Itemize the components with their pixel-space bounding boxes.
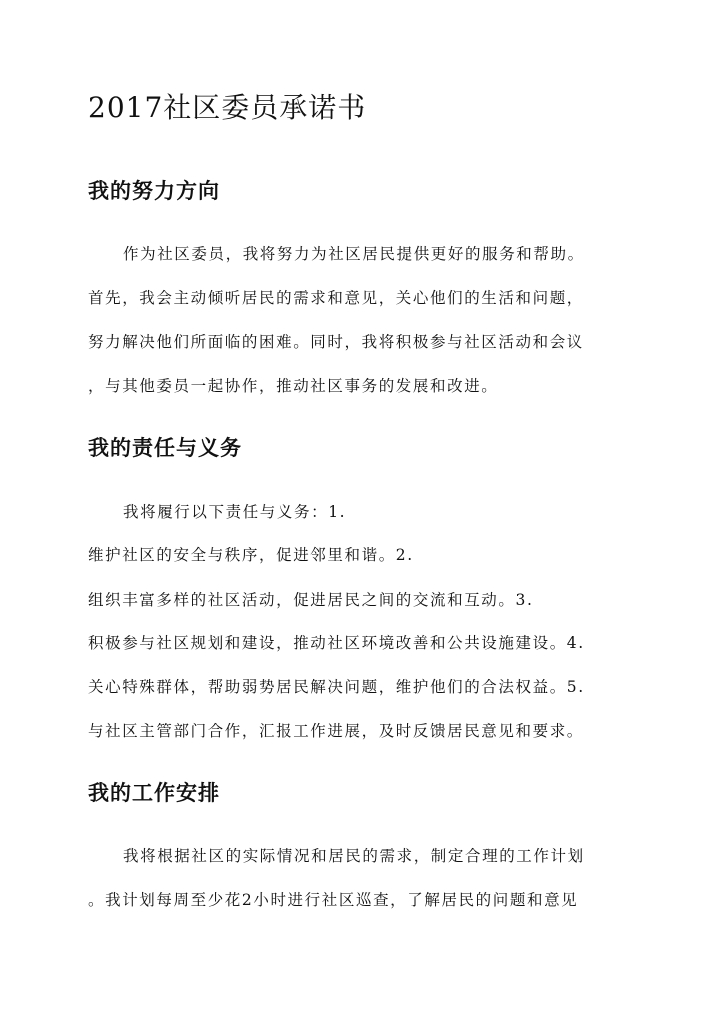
paragraph-line: 关心特殊群体，帮助弱势居民解决问题，维护他们的合法权益。5. bbox=[88, 678, 585, 696]
paragraph-line: 。我计划每周至少花2小时进行社区巡查，了解居民的问题和意见 bbox=[88, 891, 579, 909]
section-heading-effort-direction: 我的努力方向 bbox=[88, 178, 220, 203]
paragraph-line: 首先，我会主动倾听居民的需求和意见，关心他们的生活和问题， bbox=[88, 289, 584, 307]
section-heading-responsibilities: 我的责任与义务 bbox=[88, 435, 242, 460]
paragraph-line: ，与其他委员一起协作，推动社区事务的发展和改进。 bbox=[88, 377, 499, 395]
paragraph-line: 作为社区委员，我将努力为社区居民提供更好的服务和帮助。 bbox=[123, 245, 585, 263]
section-heading-work-arrangement: 我的工作安排 bbox=[88, 780, 220, 805]
paragraph-line: 与社区主管部门合作，汇报工作进展，及时反馈居民意见和要求。 bbox=[88, 722, 584, 740]
paragraph-line: 我将根据社区的实际情况和居民的需求，制定合理的工作计划 bbox=[123, 847, 585, 865]
paragraph-line: 组织丰富多样的社区活动，促进居民之间的交流和互动。3. bbox=[88, 591, 534, 609]
document-title: 2017社区委员承诺书 bbox=[88, 91, 367, 124]
paragraph-line: 努力解决他们所面临的困难。同时，我将积极参与社区活动和会议 bbox=[88, 333, 584, 351]
paragraph-line: 积极参与社区规划和建设，推动社区环境改善和公共设施建设。4. bbox=[88, 634, 585, 652]
paragraph-line: 我将履行以下责任与义务：1. bbox=[123, 503, 347, 521]
paragraph-line: 维护社区的安全与秩序，促进邻里和谐。2. bbox=[88, 546, 414, 564]
